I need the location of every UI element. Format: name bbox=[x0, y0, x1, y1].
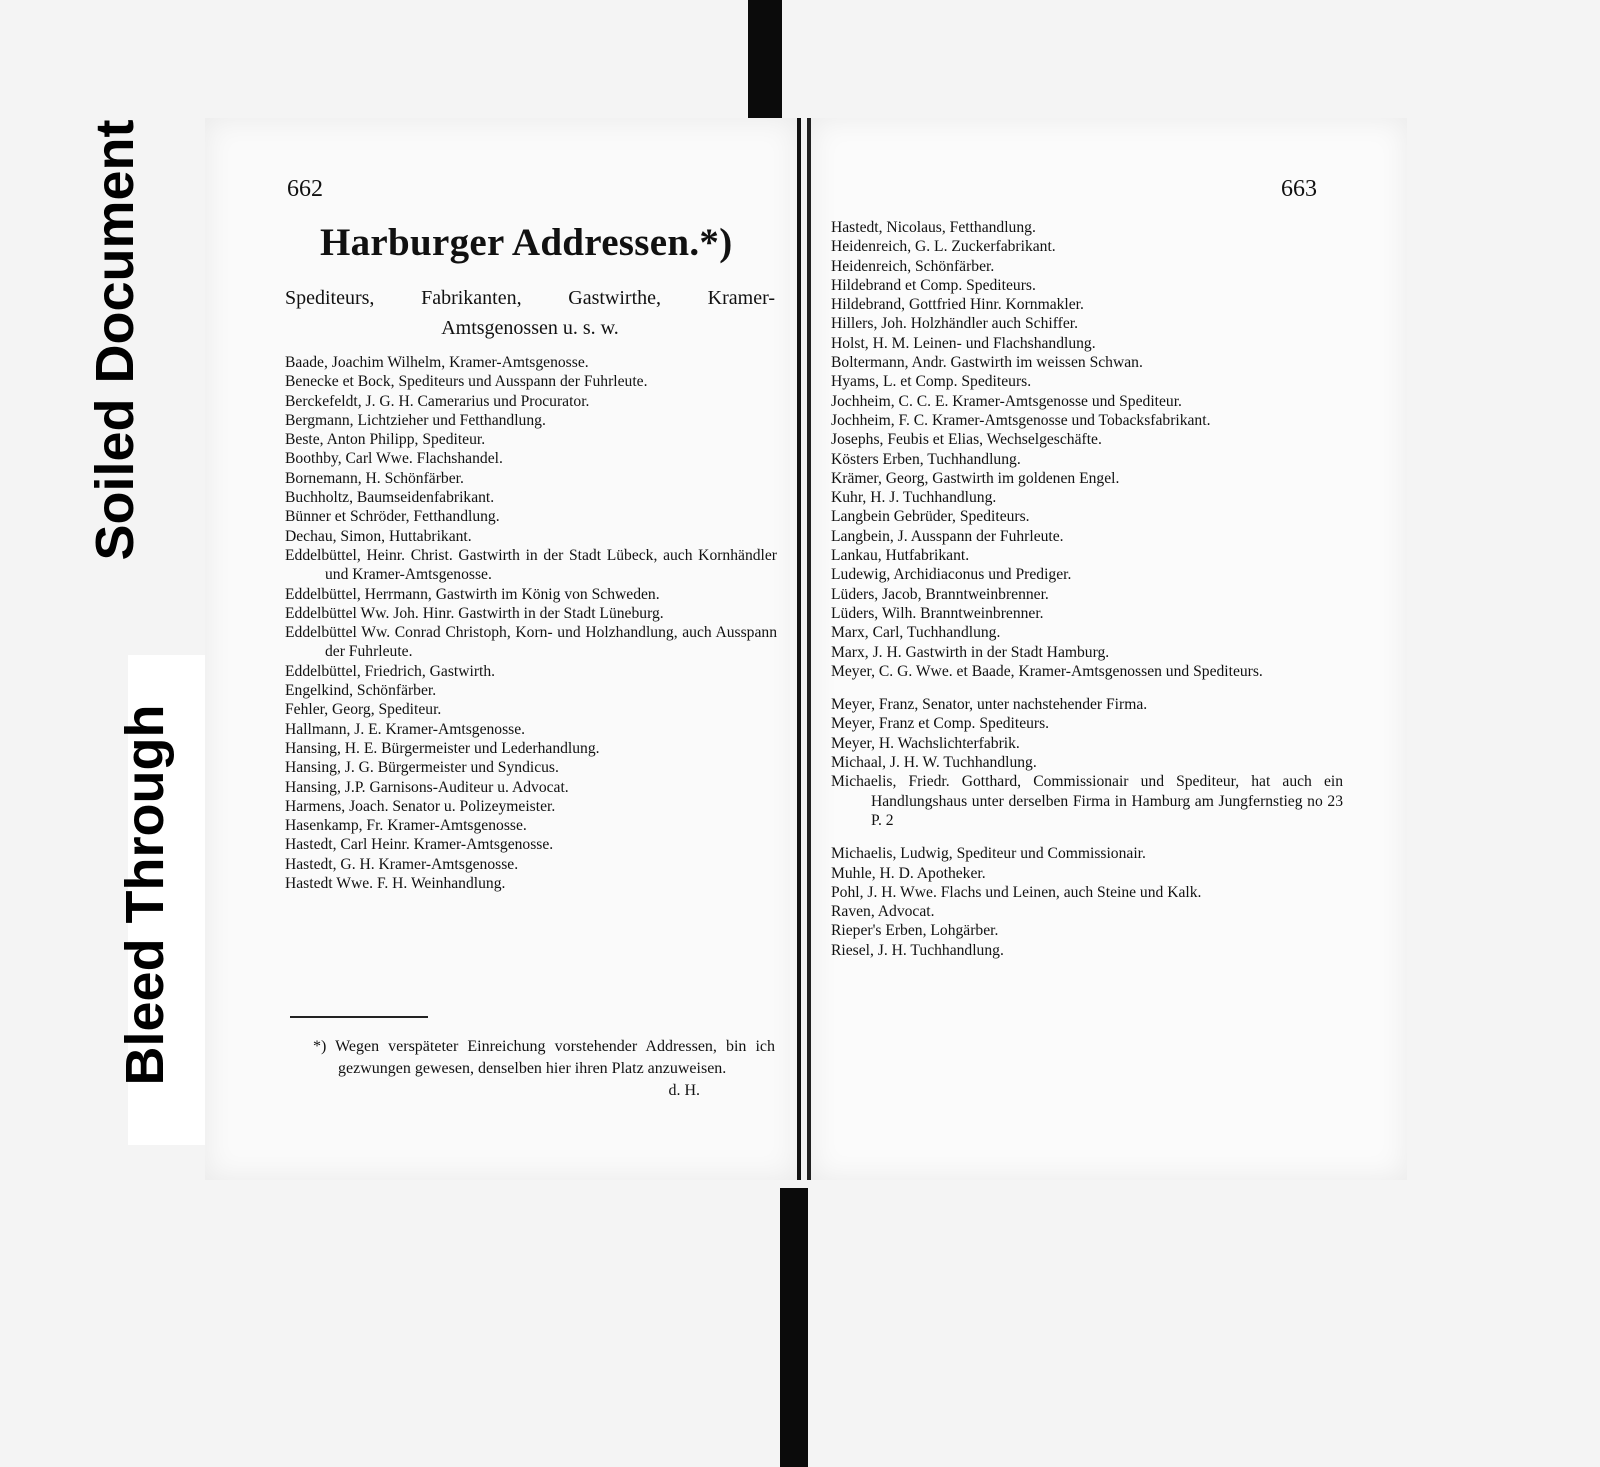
address-entry: Hillers, Joh. Holzhändler auch Schiffer. bbox=[831, 315, 1078, 333]
address-entry: Holst, H. M. Leinen- und Flachshandlung. bbox=[831, 334, 1096, 352]
address-entry: Bergmann, Lichtzieher und Fetthandlung. bbox=[285, 411, 546, 429]
address-entry: Josephs, Feubis et Elias, Wechselgeschäfte. bbox=[831, 431, 1102, 449]
address-entry: Hallmann, J. E. Kramer-Amtsgenosse. bbox=[285, 720, 526, 738]
address-entry: Michaelis, Ludwig, Spediteur und Commissionair. bbox=[831, 845, 1146, 863]
address-entry: Krämer, Georg, Gastwirth im goldenen Engel. bbox=[831, 469, 1120, 487]
address-entry: Jochheim, F. C. Kramer-Amtsgenosse und Tobacksfabrikant. bbox=[831, 411, 1211, 429]
address-entry: Engelkind, Schönfärber. bbox=[285, 682, 437, 700]
address-entry: Hyams, L. et Comp. Spediteurs. bbox=[831, 373, 1032, 391]
address-entry: Marx, Carl, Tuchhandlung. bbox=[831, 624, 1001, 642]
footnote-rule bbox=[290, 1016, 428, 1018]
address-entry: Lüders, Wilh. Branntweinbrenner. bbox=[831, 604, 1044, 622]
address-entry: Bünner et Schröder, Fetthandlung. bbox=[285, 508, 500, 526]
address-entry: Meyer, H. Wachslichterfabrik. bbox=[831, 734, 1020, 752]
address-entry: Fehler, Georg, Spediteur. bbox=[285, 701, 442, 719]
address-entry: Kösters Erben, Tuchhandlung. bbox=[831, 450, 1021, 468]
footnote-text: *) Wegen verspäteter Einreichung vorstehender Addressen, bin ich gezwungen gewesen, denselben hier ihren Platz anzuweisen. bbox=[313, 1038, 775, 1077]
binding-spine-bottom bbox=[780, 1188, 808, 1467]
address-entry: Eddelbüttel Ww. Conrad Christoph, Korn- und Holzhandlung, auch Ausspann der Fuhrleute. bbox=[285, 624, 777, 661]
address-entry: Hastedt Wwe. F. H. Weinhandlung. bbox=[285, 875, 506, 893]
address-entry: Buchholtz, Baumseidenfabrikant. bbox=[285, 489, 495, 507]
right-address-list bbox=[831, 218, 1343, 960]
left-address-list bbox=[285, 353, 777, 893]
label-bleed-through: Bleed Through bbox=[115, 704, 175, 1086]
label-soiled-document: Soiled Document bbox=[85, 119, 145, 561]
address-entry: Beste, Anton Philipp, Spediteur. bbox=[285, 431, 486, 449]
address-entry: Lankau, Hutfabrikant. bbox=[831, 547, 970, 565]
address-entry: Eddelbüttel Ww. Joh. Hinr. Gastwirth in der Stadt Lüneburg. bbox=[285, 604, 664, 622]
address-entry: Jochheim, C. C. E. Kramer-Amtsgenosse und Spediteur. bbox=[831, 392, 1182, 410]
address-entry: Meyer, Franz, Senator, unter nachstehender Firma. bbox=[831, 696, 1148, 714]
page-number-right: 663 bbox=[1281, 176, 1317, 202]
address-entry: Berckefeldt, J. G. H. Camerarius und Procurator. bbox=[285, 392, 590, 410]
right-page bbox=[807, 118, 1407, 1180]
address-entry: Ludewig, Archidiaconus und Prediger. bbox=[831, 566, 1072, 584]
footnote bbox=[313, 1036, 775, 1102]
address-entry: Hastedt, G. H. Kramer-Amtsgenosse. bbox=[285, 855, 519, 873]
address-entry: Kuhr, H. J. Tuchhandlung. bbox=[831, 489, 997, 507]
address-entry: Eddelbüttel, Heinr. Christ. Gastwirth in der Stadt Lübeck, auch Kornhändler und Kramer-Amtsgenosse. bbox=[285, 546, 777, 584]
address-entry: Benecke et Bock, Spediteurs und Ausspann der Fuhrleute. bbox=[285, 373, 648, 391]
address-entry: Baade, Joachim Wilhelm, Kramer-Amtsgenosse. bbox=[285, 354, 589, 371]
address-entry: Langbein, J. Ausspann der Fuhrleute. bbox=[831, 527, 1064, 545]
address-entry: Hildebrand, Gottfried Hinr. Kornmakler. bbox=[831, 296, 1084, 314]
address-entry: Boothby, Carl Wwe. Flachshandel. bbox=[285, 450, 503, 468]
address-entry: Eddelbüttel, Herrmann, Gastwirth im König von Schweden. bbox=[285, 585, 660, 603]
address-entry: Pohl, J. H. Wwe. Flachs und Leinen, auch Steine und Kalk. bbox=[831, 883, 1202, 901]
page-title: Harburger Addressen.*) bbox=[320, 221, 733, 264]
subtitle-line-1: Spediteurs, Fabrikanten, Gastwirthe, Kramer- bbox=[285, 287, 775, 309]
footnote-signature: d. H. bbox=[668, 1082, 700, 1099]
address-entry: Hasenkamp, Fr. Kramer-Amtsgenosse. bbox=[285, 817, 527, 835]
address-entry: Hildebrand et Comp. Spediteurs. bbox=[831, 276, 1036, 294]
address-entry: Hansing, J. G. Bürgermeister und Syndicus. bbox=[285, 759, 559, 777]
address-entry: Hansing, J.P. Garnisons-Auditeur u. Advocat. bbox=[285, 778, 569, 796]
address-entry: Boltermann, Andr. Gastwirth im weissen Schwan. bbox=[831, 354, 1143, 372]
left-page bbox=[205, 118, 801, 1180]
address-entry: Riesel, J. H. Tuchhandlung. bbox=[831, 941, 1004, 959]
address-entry: Dechau, Simon, Huttabrikant. bbox=[285, 527, 472, 545]
page-subtitle bbox=[285, 283, 775, 343]
address-entry: Hastedt, Carl Heinr. Kramer-Amtsgenosse. bbox=[285, 836, 554, 854]
address-entry: Bornemann, H. Schönfärber. bbox=[285, 469, 464, 487]
address-entry: Hansing, H. E. Bürgermeister und Lederhandlung. bbox=[285, 739, 600, 757]
address-entry: Langbein Gebrüder, Spediteurs. bbox=[831, 508, 1030, 526]
binding-spine-top bbox=[748, 0, 782, 122]
address-entry: Muhle, H. D. Apotheker. bbox=[831, 864, 986, 882]
address-entry: Heidenreich, Schönfärber. bbox=[831, 257, 995, 275]
address-entry: Rieper's Erben, Lohgärber. bbox=[831, 922, 999, 940]
address-entry: Eddelbüttel, Friedrich, Gastwirth. bbox=[285, 662, 496, 680]
address-entry: Meyer, C. G. Wwe. et Baade, Kramer-Amtsgenossen und Spediteurs. bbox=[831, 662, 1263, 680]
address-entry: Michaal, J. H. W. Tuchhandlung. bbox=[831, 754, 1037, 772]
address-entry: Marx, J. H. Gastwirth in der Stadt Hamburg. bbox=[831, 643, 1110, 661]
address-entry: Lüders, Jacob, Branntweinbrenner. bbox=[831, 585, 1049, 603]
address-entry: Harmens, Joach. Senator u. Polizeymeister. bbox=[285, 797, 556, 815]
address-entry: Meyer, Franz et Comp. Spediteurs. bbox=[831, 715, 1050, 733]
address-entry: Heidenreich, G. L. Zuckerfabrikant. bbox=[831, 238, 1056, 256]
subtitle-line-2: Amtsgenossen u. s. w. bbox=[441, 317, 619, 339]
address-entry: Michaelis, Friedr. Gotthard, Commissionair und Spediteur, hat auch ein Handlungshaus unter derselben Firma in Hamburg am Jungfernstieg no 23 P. 2 bbox=[831, 773, 1343, 829]
page-number-left: 662 bbox=[287, 176, 323, 202]
address-entry: Raven, Advocat. bbox=[831, 903, 935, 921]
address-entry: Hastedt, Nicolaus, Fetthandlung. bbox=[831, 219, 1036, 236]
